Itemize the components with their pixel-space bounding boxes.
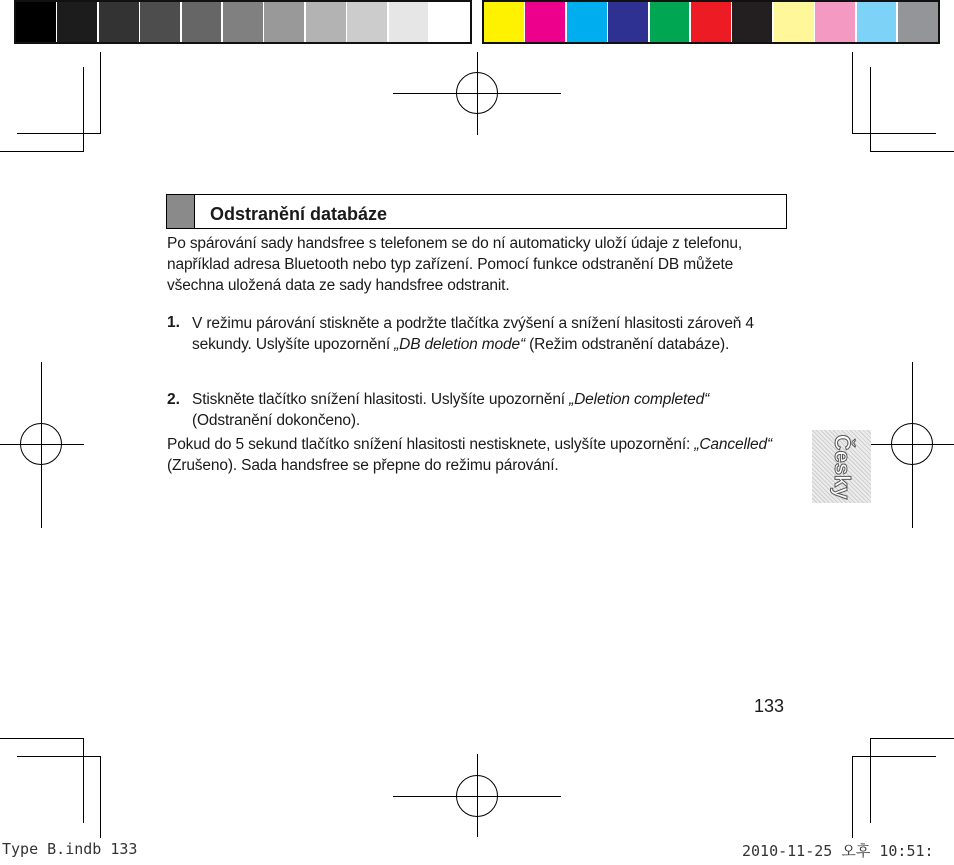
slug-file-info: Type B.indb 133 <box>2 840 138 858</box>
color-swatch <box>608 2 648 42</box>
gray-swatch <box>57 2 97 42</box>
cancel-note-pre: Pokud do 5 sekund tlačítko snížení hlasitosti nestisknete, uslyšíte upozornění: <box>167 436 695 453</box>
gray-swatch <box>140 2 180 42</box>
color-swatch <box>857 2 897 42</box>
color-swatch <box>815 2 855 42</box>
language-tab-label: Česky <box>830 434 855 500</box>
step-1-text <box>192 313 782 355</box>
color-swatch <box>898 2 938 42</box>
page-number: 133 <box>754 696 785 716</box>
intro-paragraph: Po spárování sady handsfree s telefonem se do ní automaticky uloží údaje z telefonu, například adresa Bluetooth nebo typ zařízení. Pomocí funkce odstranění DB můžete všechna uložená data ze sady handsfree odstranit. <box>167 235 743 294</box>
step-1-text-post: (Režim odstranění databáze). <box>524 336 730 353</box>
gray-swatch <box>264 2 304 42</box>
step-1-text-pre: V režimu párování stiskněte a podržte tlačítka zvýšení a snížení hlasitosti zároveň 4 sekundy. Uslyšíte upozornění <box>192 315 754 353</box>
cancel-note-quote: „Cancelled“ <box>694 436 772 453</box>
gray-swatch <box>99 2 139 42</box>
step-2-text <box>192 389 784 431</box>
step-2-quote: „Deletion completed“ <box>569 391 710 408</box>
color-swatch <box>484 2 524 42</box>
section-header-marker <box>167 195 195 228</box>
section-header <box>166 194 787 229</box>
color-swatch <box>650 2 690 42</box>
step-1-number: 1. <box>167 314 180 331</box>
step-2-number: 2. <box>167 391 180 408</box>
cancel-note-post: (Zrušeno). Sada handsfree se přepne do režimu párování. <box>167 457 559 474</box>
gray-swatch <box>182 2 222 42</box>
section-title: Odstranění databáze <box>210 204 388 224</box>
gray-swatch <box>223 2 263 42</box>
gray-swatch <box>16 2 56 42</box>
color-swatch <box>691 2 731 42</box>
language-tab <box>812 430 871 503</box>
gray-swatch <box>347 2 387 42</box>
color-swatch <box>774 2 814 42</box>
step-1-quote: „DB deletion mode“ <box>394 336 525 353</box>
color-swatch <box>732 2 772 42</box>
step-2-text-post: (Odstranění dokončeno). <box>192 412 361 429</box>
color-swatch <box>567 2 607 42</box>
slug-timestamp: 2010-11-25 오후 10:51: <box>742 842 934 860</box>
gray-swatch <box>306 2 346 42</box>
color-swatch <box>525 2 565 42</box>
step-2-text-pre: Stiskněte tlačítko snížení hlasitosti. Uslyšíte upozornění <box>192 391 570 408</box>
cancel-note <box>167 434 787 476</box>
gray-swatch <box>389 2 429 42</box>
gray-swatch <box>430 2 470 42</box>
